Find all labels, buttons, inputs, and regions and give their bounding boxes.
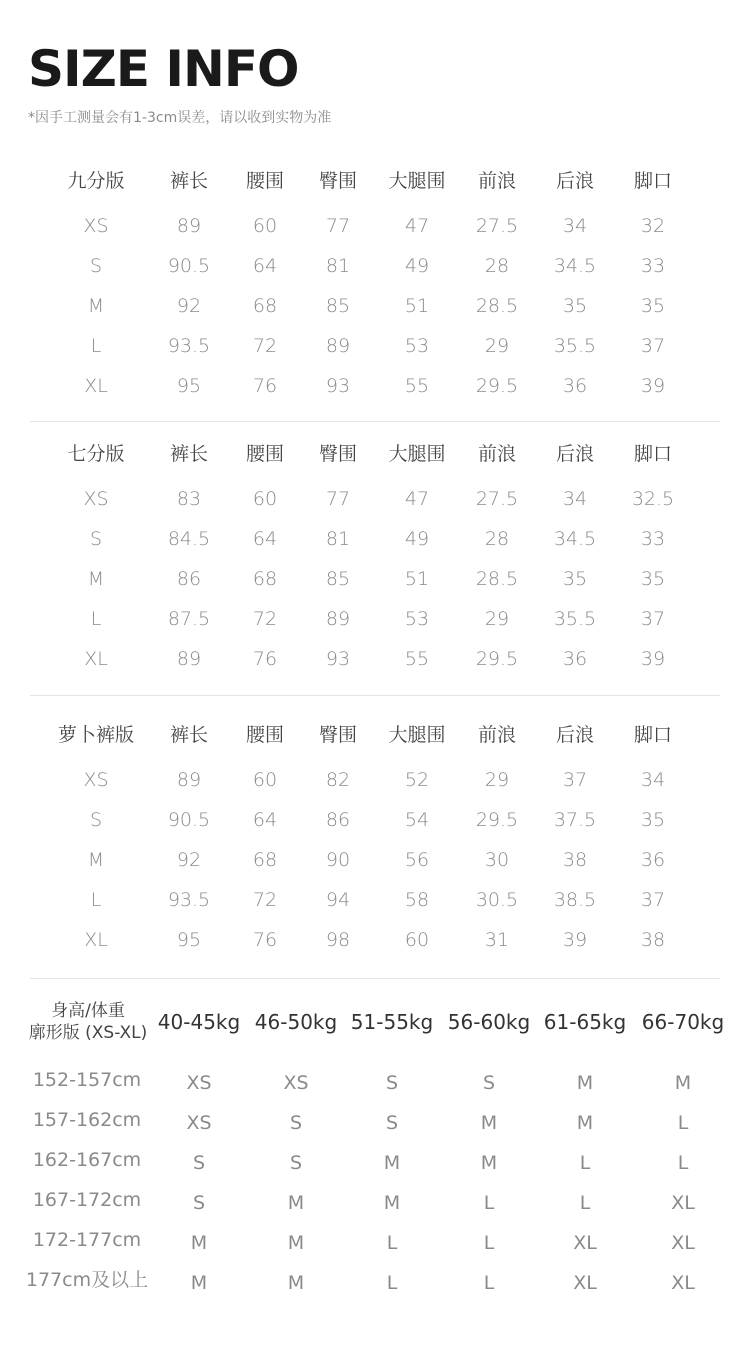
measurement-value: 28 [484, 255, 510, 277]
size-label: S [89, 528, 103, 550]
recommended-size: M [576, 1112, 594, 1134]
measurement-value: 30 [484, 849, 510, 871]
table-header-row [0, 166, 750, 196]
measurement-value: 49 [404, 255, 430, 277]
measurement-value: 86 [176, 568, 202, 590]
column-header: 腰围 [245, 443, 284, 465]
measurement-value: 37 [562, 769, 588, 791]
recommended-size: XL [671, 1232, 695, 1254]
measurement-value: 30.5 [475, 889, 519, 911]
column-header: 大腿围 [388, 724, 446, 746]
table-row [0, 845, 750, 875]
measurement-value: 35 [640, 809, 666, 831]
height-range-label: 172-177cm [32, 1229, 142, 1251]
measurement-value: 86 [325, 809, 351, 831]
column-header: 臀围 [318, 170, 357, 192]
measurement-value: 27.5 [475, 488, 519, 510]
measurement-value: 35.5 [553, 608, 597, 630]
measurement-value: 60 [252, 215, 278, 237]
measurement-value: 35 [640, 295, 666, 317]
measurement-value: 92 [176, 295, 202, 317]
measurement-value: 34 [562, 215, 588, 237]
section-divider [30, 421, 720, 422]
weight-range-header: 51-55kg [350, 1010, 434, 1034]
table-row [0, 251, 750, 281]
measurement-value: 32.5 [631, 488, 675, 510]
table-row [0, 925, 750, 955]
measurement-value: 89 [176, 648, 202, 670]
measurement-value: 31 [484, 929, 510, 951]
size-label: XL [84, 929, 108, 951]
column-header: 大腿围 [388, 443, 446, 465]
measurement-value: 95 [176, 375, 202, 397]
measurement-value: 89 [176, 215, 202, 237]
size-label: L [90, 608, 102, 630]
column-header: 臀围 [318, 724, 357, 746]
measurement-value: 76 [252, 929, 278, 951]
column-header: 裤长 [169, 443, 208, 465]
table-row [0, 211, 750, 241]
measurement-value: 72 [252, 889, 278, 911]
measurement-value: 29 [484, 608, 510, 630]
size-label: L [90, 335, 102, 357]
measurement-value: 51 [404, 568, 430, 590]
recommended-size: M [287, 1272, 305, 1294]
table-header-row [0, 439, 750, 469]
column-header: 大腿围 [388, 170, 446, 192]
recommended-size: L [386, 1232, 398, 1254]
measurement-value: 89 [325, 335, 351, 357]
height-range-label: 162-167cm [32, 1149, 142, 1171]
measurement-value: 55 [404, 648, 430, 670]
table-row [0, 484, 750, 514]
measurement-value: 29.5 [475, 809, 519, 831]
measurement-value: 27.5 [475, 215, 519, 237]
weight-range-header: 56-60kg [447, 1010, 531, 1034]
measurement-value: 89 [176, 769, 202, 791]
section-divider [30, 978, 720, 979]
column-header: 腰围 [245, 170, 284, 192]
table-row [0, 564, 750, 594]
measurement-value: 55 [404, 375, 430, 397]
measurement-value: 39 [640, 375, 666, 397]
column-header: 脚口 [633, 724, 672, 746]
size-label: XS [83, 215, 109, 237]
measurement-value: 90 [325, 849, 351, 871]
measurement-value: 34.5 [553, 255, 597, 277]
measurement-value: 29.5 [475, 375, 519, 397]
measurement-value: 56 [404, 849, 430, 871]
size-label: S [89, 809, 103, 831]
measurement-value: 81 [325, 528, 351, 550]
measurement-value: 38.5 [553, 889, 597, 911]
table-row [0, 371, 750, 401]
table-row [0, 331, 750, 361]
recommended-size: XS [186, 1112, 212, 1134]
measurement-value: 53 [404, 608, 430, 630]
weight-range-header: 40-45kg [157, 1010, 241, 1034]
measurement-value: 38 [640, 929, 666, 951]
column-header: 裤长 [169, 724, 208, 746]
column-header: 腰围 [245, 724, 284, 746]
measurement-value: 33 [640, 255, 666, 277]
measurement-value: 76 [252, 648, 278, 670]
table-row [0, 885, 750, 915]
measurement-value: 68 [252, 849, 278, 871]
measurement-value: 64 [252, 255, 278, 277]
measurement-value: 89 [325, 608, 351, 630]
measurement-value: 60 [252, 769, 278, 791]
size-label: XL [84, 648, 108, 670]
measurement-value: 60 [252, 488, 278, 510]
measurement-value: 28 [484, 528, 510, 550]
height-range-label: 177cm及以上 [25, 1269, 149, 1291]
table-row [0, 805, 750, 835]
recommended-size: L [677, 1152, 689, 1174]
fit-range-label: 廓形版 (XS-XL) [28, 1023, 148, 1043]
height-range-label: 157-162cm [32, 1109, 142, 1131]
measurement-value: 58 [404, 889, 430, 911]
recommended-size: M [287, 1192, 305, 1214]
measurement-value: 60 [404, 929, 430, 951]
height-weight-label: 身高/体重 [51, 1001, 125, 1021]
column-header: 前浪 [477, 170, 516, 192]
measurement-value: 35 [562, 295, 588, 317]
measurement-value: 29 [484, 335, 510, 357]
recommended-size: XS [283, 1072, 309, 1094]
column-header: 脚口 [633, 443, 672, 465]
measurement-value: 72 [252, 608, 278, 630]
size-label: XL [84, 375, 108, 397]
measurement-value: 77 [325, 215, 351, 237]
measurement-value: 28.5 [475, 568, 519, 590]
weight-range-header: 61-65kg [543, 1010, 627, 1034]
recommended-size: M [383, 1152, 401, 1174]
measurement-value: 34.5 [553, 528, 597, 550]
measurement-value: 64 [252, 809, 278, 831]
measurement-value: 29.5 [475, 648, 519, 670]
measurement-value: 38 [562, 849, 588, 871]
measurement-value: 37 [640, 335, 666, 357]
recommended-size: S [289, 1152, 303, 1174]
measurement-value: 29 [484, 769, 510, 791]
measurement-value: 52 [404, 769, 430, 791]
recommended-size: L [483, 1272, 495, 1294]
table-version-name: 七分版 [67, 443, 125, 465]
page-title: SIZE INFO [28, 40, 299, 98]
recommended-size: XL [671, 1192, 695, 1214]
recommended-size: S [192, 1152, 206, 1174]
recommended-size: L [386, 1272, 398, 1294]
measurement-value: 34 [562, 488, 588, 510]
column-header: 前浪 [477, 443, 516, 465]
recommended-size: M [480, 1112, 498, 1134]
recommended-size: M [190, 1272, 208, 1294]
recommended-size: M [383, 1192, 401, 1214]
recommended-size: XL [573, 1272, 597, 1294]
measurement-value: 33 [640, 528, 666, 550]
measurement-value: 37 [640, 608, 666, 630]
measurement-value: 54 [404, 809, 430, 831]
weight-range-header: 46-50kg [254, 1010, 338, 1034]
measurement-value: 90.5 [167, 255, 211, 277]
measurement-value: 51 [404, 295, 430, 317]
measurement-value: 94 [325, 889, 351, 911]
recommended-size: L [677, 1112, 689, 1134]
recommended-size: XL [573, 1232, 597, 1254]
measurement-value: 68 [252, 295, 278, 317]
measurement-value: 53 [404, 335, 430, 357]
measurement-value: 35 [562, 568, 588, 590]
column-header: 后浪 [555, 170, 594, 192]
measurement-value: 39 [640, 648, 666, 670]
measurement-value: 36 [640, 849, 666, 871]
weight-range-header: 66-70kg [641, 1010, 725, 1034]
measurement-value: 98 [325, 929, 351, 951]
measurement-value: 36 [562, 375, 588, 397]
recommended-size: L [579, 1192, 591, 1214]
measurement-value: 49 [404, 528, 430, 550]
measurement-value: 64 [252, 528, 278, 550]
measurement-value: 95 [176, 929, 202, 951]
size-label: XS [83, 769, 109, 791]
measurement-value: 92 [176, 849, 202, 871]
recommended-size: XL [671, 1272, 695, 1294]
recommended-size: S [482, 1072, 496, 1094]
measurement-value: 93 [325, 375, 351, 397]
measurement-value: 93.5 [167, 889, 211, 911]
recommended-size: L [483, 1192, 495, 1214]
measurement-value: 34 [640, 769, 666, 791]
recommended-size: S [192, 1192, 206, 1214]
size-label: S [89, 255, 103, 277]
recommended-size: S [385, 1112, 399, 1134]
recommended-size: M [480, 1152, 498, 1174]
measurement-value: 85 [325, 568, 351, 590]
table-version-name: 萝卜裤版 [57, 724, 134, 746]
height-range-label: 167-172cm [32, 1189, 142, 1211]
measurement-value: 35.5 [553, 335, 597, 357]
size-label: M [87, 849, 105, 871]
table-row [0, 604, 750, 634]
recommended-size: XS [186, 1072, 212, 1094]
measurement-value: 32 [640, 215, 666, 237]
size-label: L [90, 889, 102, 911]
recommended-size: M [190, 1232, 208, 1254]
section-divider [30, 695, 720, 696]
size-label: M [87, 295, 105, 317]
measurement-value: 83 [176, 488, 202, 510]
measurement-value: 84.5 [167, 528, 211, 550]
table-row [0, 524, 750, 554]
table-row [0, 291, 750, 321]
measurement-value: 36 [562, 648, 588, 670]
table-row [0, 644, 750, 674]
measurement-value: 72 [252, 335, 278, 357]
recommended-size: S [289, 1112, 303, 1134]
measurement-value: 76 [252, 375, 278, 397]
measurement-value: 90.5 [167, 809, 211, 831]
recommended-size: M [674, 1072, 692, 1094]
recommended-size: M [576, 1072, 594, 1094]
column-header: 裤长 [169, 170, 208, 192]
column-header: 后浪 [555, 724, 594, 746]
measurement-value: 82 [325, 769, 351, 791]
size-label: M [87, 568, 105, 590]
column-header: 前浪 [477, 724, 516, 746]
measurement-value: 37.5 [553, 809, 597, 831]
measurement-value: 39 [562, 929, 588, 951]
size-label: XS [83, 488, 109, 510]
table-row [0, 765, 750, 795]
measurement-note: *因手工测量会有1-3cm误差，请以收到实物为准 [28, 110, 332, 126]
measurement-value: 87.5 [167, 608, 211, 630]
column-header: 脚口 [633, 170, 672, 192]
measurement-value: 37 [640, 889, 666, 911]
column-header: 臀围 [318, 443, 357, 465]
recommendation-header-label [23, 1000, 153, 1044]
measurement-value: 47 [404, 215, 430, 237]
table-version-name: 九分版 [67, 170, 125, 192]
measurement-value: 35 [640, 568, 666, 590]
height-range-label: 152-157cm [32, 1069, 142, 1091]
recommended-size: M [287, 1232, 305, 1254]
measurement-value: 93.5 [167, 335, 211, 357]
recommended-size: S [385, 1072, 399, 1094]
measurement-value: 28.5 [475, 295, 519, 317]
recommended-size: L [483, 1232, 495, 1254]
measurement-value: 81 [325, 255, 351, 277]
measurement-value: 77 [325, 488, 351, 510]
measurement-value: 68 [252, 568, 278, 590]
measurement-value: 47 [404, 488, 430, 510]
table-header-row [0, 720, 750, 750]
recommended-size: L [579, 1152, 591, 1174]
measurement-value: 93 [325, 648, 351, 670]
column-header: 后浪 [555, 443, 594, 465]
measurement-value: 85 [325, 295, 351, 317]
